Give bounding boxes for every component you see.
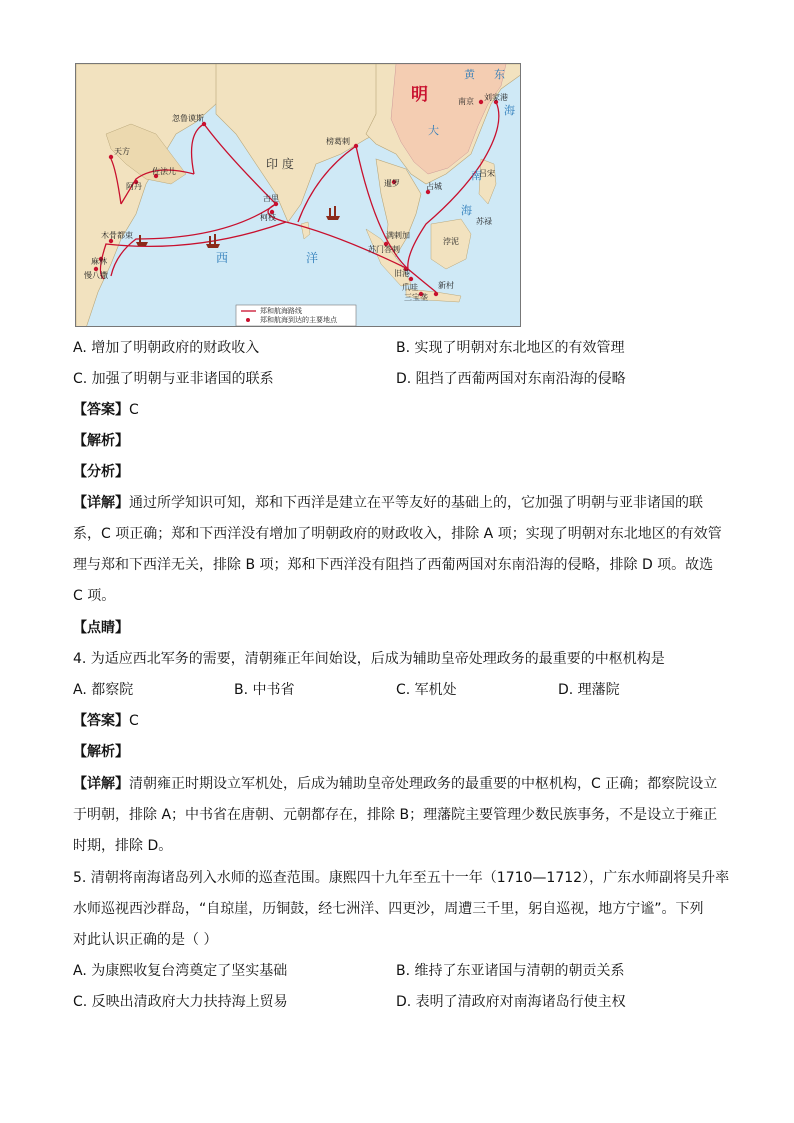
place-liujiagang: 刘家港 [484, 93, 508, 102]
place-adan: 阿丹 [126, 182, 142, 191]
place-jiugang: 旧港 [394, 269, 410, 278]
q5-stem-line-1: 5. 清朝将南海诸岛列入水师的巡查范围。康熙四十九年至五十一年（1710—1712），广东水师副将吴升率 [73, 870, 730, 886]
q4-answer-line [73, 711, 139, 731]
place-lvsong: 吕宋 [479, 169, 495, 178]
q3-detail-text-1: 通过所学知识可知，郑和下西洋是建立在平等友好的基础上的，它加强了明朝与亚非诸国的联 [129, 495, 703, 511]
place-sanbaolong: 三宝垄 [404, 293, 428, 302]
q4-option-c[interactable]: C. 军机处 [396, 682, 457, 698]
q4-detail-tag: 【详解】 [73, 776, 129, 792]
place-guawa: 爪哇 [402, 283, 418, 292]
map-label-ming: 明 [411, 85, 428, 105]
q3-jiexi-tag: 【解析】 [73, 433, 129, 449]
place-zhancheng: 占城 [426, 182, 442, 191]
q4-answer-tag: 【答案】 [73, 713, 129, 729]
map-label-hai2: 海 [461, 204, 472, 217]
legend-route-label: 郑和航海路线 [260, 307, 302, 315]
q3-fenxi-tag: 【分析】 [73, 464, 129, 480]
place-sulu: 苏禄 [476, 217, 492, 226]
q4-detail-line-2: 于明朝，排除 A；中书省在唐朝、元朝都存在，排除 B；理藩院主要管理少数民族事务，不是设立于雍正 [73, 807, 718, 823]
place-tianfang: 天方 [114, 147, 130, 156]
map-label-dong: 东 [494, 68, 505, 81]
q3-option-b[interactable]: B. 实现了明朝对东北地区的有效管理 [396, 340, 625, 356]
q4-detail-text-1: 清朝雍正时期设立军机处，后成为辅助皇帝处理政务的最重要的中枢机构，C 正确；都察院设立 [129, 776, 718, 792]
q3-answer-tag: 【答案】 [73, 402, 129, 418]
q4-answer-value: C [129, 713, 139, 729]
map-label-da: 大 [428, 124, 439, 137]
legend-place-label: 郑和航海到达的主要地点 [260, 316, 337, 324]
q5-option-d[interactable]: D. 表明了清政府对南海诸岛行使主权 [396, 994, 626, 1010]
q3-dianjing-tag: 【点睛】 [73, 620, 129, 636]
q3-detail-line-3: 理与郑和下西洋无关，排除 B 项；郑和下西洋没有阻挡了西葡两国对东南沿海的侵略，排除 D 项。故选 [73, 557, 714, 573]
q3-detail-line-2: 系，C 项正确；郑和下西洋没有增加了明朝政府的财政收入，排除 A 项；实现了明朝对东北地区的有效管 [73, 526, 722, 542]
place-sumendala: 苏门答剌 [368, 245, 400, 254]
place-zuofaer: 佐法儿 [152, 167, 176, 176]
q4-detail-line-3: 时期，排除 D。 [73, 838, 173, 854]
q3-option-c[interactable]: C. 加强了明朝与亚非诸国的联系 [73, 371, 274, 387]
q3-detail-tag: 【详解】 [73, 495, 129, 511]
q3-option-a[interactable]: A. 增加了明朝政府的财政收入 [73, 340, 260, 356]
q5-option-a[interactable]: A. 为康熙收复台湾奠定了坚实基础 [73, 963, 288, 979]
place-xincun: 新村 [438, 281, 454, 290]
map-legend [236, 305, 356, 326]
place-mangubodu: 木骨都束 [101, 231, 133, 240]
q3-answer-value: C [129, 402, 139, 418]
place-boni: 浡泥 [443, 237, 459, 246]
place-hulumosi: 忽鲁谟斯 [172, 114, 204, 123]
place-guli: 古里 [263, 194, 279, 203]
q4-option-a[interactable]: A. 都察院 [73, 682, 134, 698]
q5-stem-line-3: 对此认识正确的是（ ） [73, 932, 218, 948]
place-manbasa: 慢八撒 [84, 271, 108, 280]
map-svg [76, 64, 521, 327]
place-xianluo: 暹罗 [384, 179, 400, 188]
q4-option-b[interactable]: B. 中书省 [234, 682, 295, 698]
map-label-hai: 海 [504, 104, 515, 117]
q5-option-c[interactable]: C. 反映出清政府大力扶持海上贸易 [73, 994, 288, 1010]
place-kezhi: 柯枝 [260, 213, 276, 222]
q4-jiexi-tag: 【解析】 [73, 744, 129, 760]
map-label-india: 印 度 [266, 157, 294, 171]
q5-option-b[interactable]: B. 维持了东亚诸国与清朝的朝贡关系 [396, 963, 625, 979]
q3-detail-line-4: C 项。 [73, 588, 116, 604]
zheng-he-voyage-map [75, 63, 521, 327]
q4-detail-line-1 [73, 774, 717, 794]
place-manlajia: 满剌加 [386, 231, 410, 240]
q5-stem-line-2: 水师巡视西沙群岛，“自琼崖，历铜鼓，经七洲洋、四更沙，周遭三千里，躬自巡视，地方宁谧”。下列 [73, 901, 704, 917]
q4-option-d[interactable]: D. 理藩院 [558, 682, 620, 698]
q3-detail-line-1 [73, 493, 703, 513]
q3-option-d[interactable]: D. 阻挡了西葡两国对东南沿海的侵略 [396, 371, 626, 387]
place-nanjing: 南京 [458, 97, 474, 106]
map-label-xi: 西 [216, 251, 229, 265]
map-label-yang: 洋 [306, 251, 319, 265]
map-label-huang: 黄 [464, 68, 475, 81]
place-banggela: 榜葛剌 [326, 137, 350, 146]
map-label-nan: 南 [471, 169, 482, 182]
q4-stem: 4. 为适应西北军务的需要，清朝雍正年间始设，后成为辅助皇帝处理政务的最重要的中枢机构是 [73, 651, 665, 667]
place-malin: 麻林 [91, 257, 107, 266]
q3-answer-line [73, 400, 139, 420]
